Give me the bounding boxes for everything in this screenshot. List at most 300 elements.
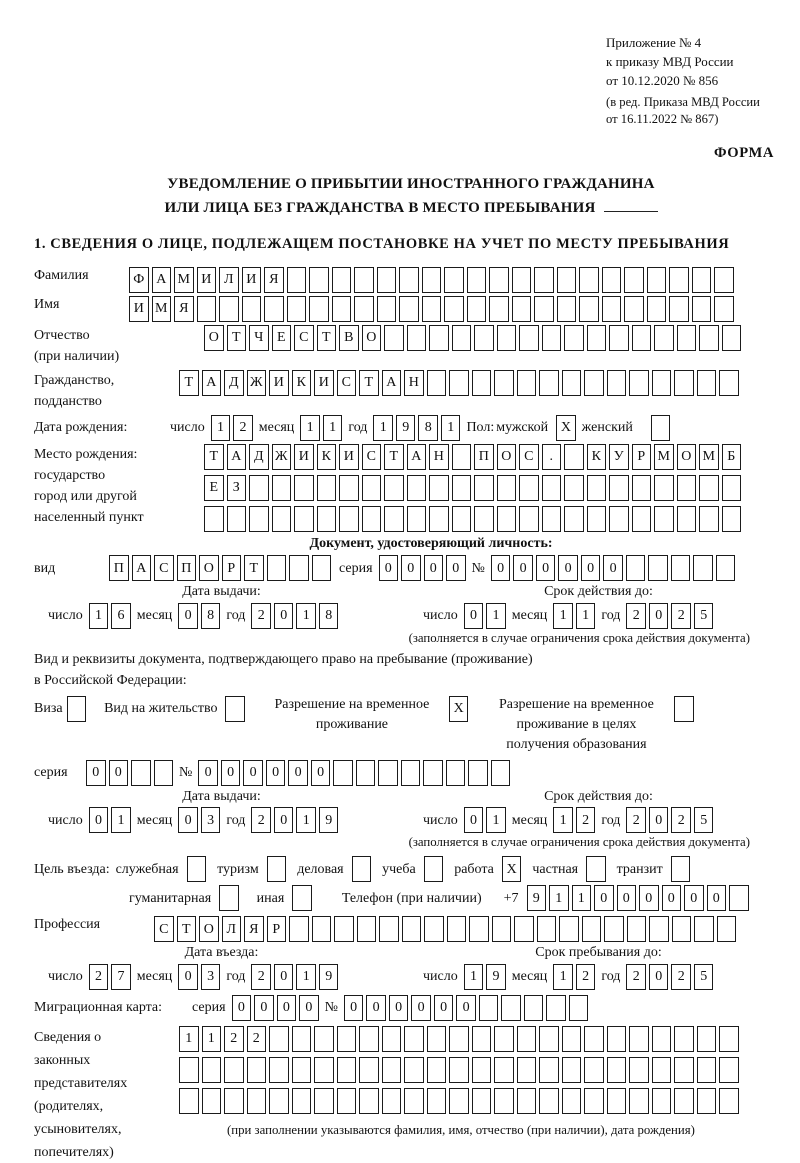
char-box[interactable]: 1 xyxy=(441,415,461,441)
char-box[interactable]: П xyxy=(177,555,197,581)
char-box[interactable] xyxy=(632,506,652,532)
char-box[interactable] xyxy=(729,885,749,911)
char-box[interactable] xyxy=(312,916,332,942)
char-box[interactable] xyxy=(517,370,537,396)
char-box[interactable]: 1 xyxy=(373,415,393,441)
purpose-private-checkbox[interactable] xyxy=(586,856,606,882)
char-box[interactable] xyxy=(497,475,517,501)
char-box[interactable] xyxy=(539,1026,559,1052)
char-box[interactable] xyxy=(452,475,472,501)
char-box[interactable] xyxy=(652,1088,672,1114)
char-box[interactable] xyxy=(467,296,487,322)
char-box[interactable]: 2 xyxy=(89,964,109,990)
char-box[interactable]: В xyxy=(339,325,359,351)
char-box[interactable] xyxy=(626,555,646,581)
char-box[interactable]: А xyxy=(227,444,247,470)
char-box[interactable] xyxy=(227,506,247,532)
char-box[interactable] xyxy=(587,325,607,351)
char-box[interactable] xyxy=(472,1088,492,1114)
char-box[interactable]: 0 xyxy=(232,995,252,1021)
char-box[interactable]: 0 xyxy=(456,995,476,1021)
char-box[interactable] xyxy=(586,856,606,882)
permit-issue-month[interactable] xyxy=(178,807,220,833)
char-box[interactable] xyxy=(444,296,464,322)
char-box[interactable] xyxy=(449,370,469,396)
char-box[interactable]: Р xyxy=(632,444,652,470)
char-box[interactable]: Б xyxy=(722,444,742,470)
char-box[interactable] xyxy=(399,296,419,322)
char-box[interactable] xyxy=(444,267,464,293)
char-box[interactable] xyxy=(422,296,442,322)
char-box[interactable] xyxy=(651,415,671,441)
char-box[interactable] xyxy=(669,296,689,322)
char-box[interactable] xyxy=(179,1057,199,1083)
char-box[interactable]: И xyxy=(197,267,217,293)
char-box[interactable] xyxy=(317,506,337,532)
char-box[interactable] xyxy=(539,1057,559,1083)
char-box[interactable] xyxy=(333,760,353,786)
char-box[interactable] xyxy=(537,916,557,942)
purpose-tourism-checkbox[interactable] xyxy=(267,856,287,882)
char-box[interactable] xyxy=(382,1057,402,1083)
char-box[interactable]: 9 xyxy=(527,885,547,911)
stay-year[interactable] xyxy=(626,964,713,990)
char-box[interactable] xyxy=(629,370,649,396)
doc-issue-month[interactable] xyxy=(178,603,220,629)
char-box[interactable]: 9 xyxy=(486,964,506,990)
char-box[interactable] xyxy=(427,1088,447,1114)
char-box[interactable] xyxy=(249,475,269,501)
char-box[interactable] xyxy=(354,296,374,322)
char-box[interactable] xyxy=(719,1088,739,1114)
char-box[interactable] xyxy=(314,1026,334,1052)
male-checkbox[interactable] xyxy=(556,415,576,441)
char-box[interactable]: 0 xyxy=(446,555,466,581)
mc-number-boxes[interactable] xyxy=(344,995,589,1021)
char-box[interactable]: 0 xyxy=(434,995,454,1021)
char-box[interactable] xyxy=(579,296,599,322)
char-box[interactable] xyxy=(494,370,514,396)
char-box[interactable] xyxy=(557,296,577,322)
char-box[interactable] xyxy=(722,325,742,351)
char-box[interactable]: 1 xyxy=(549,885,569,911)
char-box[interactable] xyxy=(671,856,691,882)
purpose-business-checkbox[interactable] xyxy=(352,856,372,882)
char-box[interactable] xyxy=(604,916,624,942)
char-box[interactable]: Р xyxy=(267,916,287,942)
char-box[interactable] xyxy=(352,856,372,882)
char-box[interactable] xyxy=(332,267,352,293)
char-box[interactable] xyxy=(269,1088,289,1114)
char-box[interactable] xyxy=(494,1088,514,1114)
char-box[interactable] xyxy=(602,296,622,322)
char-box[interactable]: И xyxy=(129,296,149,322)
char-box[interactable] xyxy=(652,370,672,396)
permit-series-boxes[interactable] xyxy=(86,760,173,786)
char-box[interactable] xyxy=(584,1057,604,1083)
char-box[interactable] xyxy=(674,1026,694,1052)
char-box[interactable]: 0 xyxy=(366,995,386,1021)
char-box[interactable] xyxy=(402,916,422,942)
char-box[interactable]: 0 xyxy=(254,995,274,1021)
char-box[interactable] xyxy=(449,1088,469,1114)
char-box[interactable]: О xyxy=(497,444,517,470)
char-box[interactable] xyxy=(359,1057,379,1083)
char-box[interactable]: И xyxy=(242,267,262,293)
permit-issue-day[interactable] xyxy=(89,807,131,833)
char-box[interactable] xyxy=(539,370,559,396)
doc-valid-year[interactable] xyxy=(626,603,713,629)
char-box[interactable]: С xyxy=(154,916,174,942)
char-box[interactable] xyxy=(671,555,691,581)
char-box[interactable] xyxy=(632,475,652,501)
char-box[interactable]: 0 xyxy=(178,603,198,629)
char-box[interactable] xyxy=(629,1057,649,1083)
char-box[interactable] xyxy=(272,506,292,532)
char-box[interactable] xyxy=(362,506,382,532)
char-box[interactable] xyxy=(379,916,399,942)
char-box[interactable] xyxy=(332,296,352,322)
char-box[interactable]: 1 xyxy=(202,1026,222,1052)
char-box[interactable]: 0 xyxy=(266,760,286,786)
purpose-humanitarian-checkbox[interactable] xyxy=(219,885,239,911)
char-box[interactable] xyxy=(337,1088,357,1114)
char-box[interactable] xyxy=(407,475,427,501)
char-box[interactable] xyxy=(404,1057,424,1083)
char-box[interactable]: 1 xyxy=(211,415,231,441)
char-box[interactable]: А xyxy=(152,267,172,293)
char-box[interactable]: 1 xyxy=(296,603,316,629)
char-box[interactable] xyxy=(407,506,427,532)
char-box[interactable]: Ж xyxy=(272,444,292,470)
char-box[interactable] xyxy=(517,1088,537,1114)
char-box[interactable] xyxy=(607,1088,627,1114)
char-box[interactable] xyxy=(429,325,449,351)
char-box[interactable]: 0 xyxy=(274,603,294,629)
char-box[interactable] xyxy=(674,696,694,722)
char-box[interactable] xyxy=(512,296,532,322)
char-box[interactable]: 1 xyxy=(296,964,316,990)
char-box[interactable] xyxy=(356,760,376,786)
char-box[interactable] xyxy=(699,325,719,351)
char-box[interactable] xyxy=(378,760,398,786)
char-box[interactable]: К xyxy=(317,444,337,470)
char-box[interactable] xyxy=(579,267,599,293)
char-box[interactable]: О xyxy=(677,444,697,470)
doc-series-boxes[interactable] xyxy=(379,555,466,581)
char-box[interactable] xyxy=(557,267,577,293)
char-box[interactable]: 0 xyxy=(178,964,198,990)
char-box[interactable] xyxy=(491,760,511,786)
char-box[interactable]: К xyxy=(292,370,312,396)
char-box[interactable] xyxy=(197,296,217,322)
char-box[interactable]: 0 xyxy=(662,885,682,911)
char-box[interactable]: 0 xyxy=(639,885,659,911)
char-box[interactable]: 1 xyxy=(300,415,320,441)
char-box[interactable]: 0 xyxy=(558,555,578,581)
char-box[interactable]: 1 xyxy=(89,603,109,629)
char-box[interactable] xyxy=(674,370,694,396)
char-box[interactable] xyxy=(309,296,329,322)
char-box[interactable]: О xyxy=(204,325,224,351)
char-box[interactable] xyxy=(559,916,579,942)
char-box[interactable] xyxy=(407,325,427,351)
char-box[interactable] xyxy=(429,475,449,501)
char-box[interactable]: 0 xyxy=(277,995,297,1021)
phone-boxes[interactable] xyxy=(527,885,749,911)
char-box[interactable]: 2 xyxy=(626,964,646,990)
char-box[interactable] xyxy=(287,267,307,293)
char-box[interactable] xyxy=(674,1057,694,1083)
char-box[interactable]: 0 xyxy=(198,760,218,786)
char-box[interactable]: С xyxy=(294,325,314,351)
char-box[interactable] xyxy=(654,475,674,501)
char-box[interactable] xyxy=(677,325,697,351)
char-box[interactable]: М xyxy=(654,444,674,470)
char-box[interactable] xyxy=(247,1088,267,1114)
char-box[interactable]: И xyxy=(269,370,289,396)
char-box[interactable] xyxy=(602,267,622,293)
char-box[interactable] xyxy=(131,760,151,786)
char-box[interactable] xyxy=(447,916,467,942)
entry-day[interactable] xyxy=(89,964,131,990)
char-box[interactable]: С xyxy=(362,444,382,470)
char-box[interactable] xyxy=(697,1026,717,1052)
char-box[interactable]: И xyxy=(339,444,359,470)
char-box[interactable] xyxy=(607,1057,627,1083)
char-box[interactable] xyxy=(449,1026,469,1052)
char-box[interactable] xyxy=(292,1057,312,1083)
char-box[interactable]: 0 xyxy=(513,555,533,581)
char-box[interactable]: А xyxy=(132,555,152,581)
profession-boxes[interactable] xyxy=(154,916,736,942)
char-box[interactable] xyxy=(384,325,404,351)
char-box[interactable]: 0 xyxy=(411,995,431,1021)
birth-place-row1[interactable] xyxy=(204,444,741,470)
char-box[interactable]: 3 xyxy=(201,807,221,833)
char-box[interactable] xyxy=(674,1088,694,1114)
char-box[interactable] xyxy=(474,506,494,532)
char-box[interactable] xyxy=(519,475,539,501)
char-box[interactable] xyxy=(569,995,589,1021)
char-box[interactable]: 0 xyxy=(649,964,669,990)
char-box[interactable]: 0 xyxy=(536,555,556,581)
char-box[interactable] xyxy=(562,1088,582,1114)
char-box[interactable]: М xyxy=(699,444,719,470)
char-box[interactable] xyxy=(654,325,674,351)
char-box[interactable]: Н xyxy=(404,370,424,396)
char-box[interactable]: О xyxy=(362,325,382,351)
char-box[interactable] xyxy=(362,475,382,501)
char-box[interactable] xyxy=(714,267,734,293)
purpose-work-checkbox[interactable] xyxy=(502,856,522,882)
char-box[interactable] xyxy=(429,506,449,532)
char-box[interactable]: 0 xyxy=(86,760,106,786)
char-box[interactable]: 0 xyxy=(464,603,484,629)
char-box[interactable] xyxy=(401,760,421,786)
char-box[interactable] xyxy=(449,1057,469,1083)
char-box[interactable] xyxy=(452,444,472,470)
char-box[interactable]: 1 xyxy=(486,603,506,629)
char-box[interactable] xyxy=(404,1088,424,1114)
char-box[interactable] xyxy=(309,267,329,293)
char-box[interactable] xyxy=(272,475,292,501)
char-box[interactable] xyxy=(693,555,713,581)
purpose-transit-checkbox[interactable] xyxy=(671,856,691,882)
doc-type-boxes[interactable] xyxy=(109,555,331,581)
char-box[interactable] xyxy=(225,696,245,722)
char-box[interactable]: П xyxy=(474,444,494,470)
char-box[interactable] xyxy=(427,370,447,396)
char-box[interactable]: С xyxy=(154,555,174,581)
entry-year[interactable] xyxy=(251,964,338,990)
char-box[interactable]: 9 xyxy=(319,807,339,833)
char-box[interactable] xyxy=(584,1088,604,1114)
char-box[interactable]: 2 xyxy=(233,415,253,441)
doc-valid-day[interactable] xyxy=(464,603,506,629)
char-box[interactable] xyxy=(492,916,512,942)
char-box[interactable] xyxy=(624,296,644,322)
char-box[interactable] xyxy=(359,1026,379,1052)
char-box[interactable]: 0 xyxy=(344,995,364,1021)
mc-series-boxes[interactable] xyxy=(232,995,319,1021)
char-box[interactable] xyxy=(697,1057,717,1083)
char-box[interactable] xyxy=(494,1026,514,1052)
char-box[interactable] xyxy=(546,995,566,1021)
char-box[interactable] xyxy=(587,506,607,532)
char-box[interactable]: 0 xyxy=(649,603,669,629)
char-box[interactable] xyxy=(497,506,517,532)
permit-issue-year[interactable] xyxy=(251,807,338,833)
char-box[interactable] xyxy=(422,267,442,293)
char-box[interactable] xyxy=(519,325,539,351)
char-box[interactable] xyxy=(672,916,692,942)
char-box[interactable] xyxy=(204,506,224,532)
char-box[interactable] xyxy=(202,1088,222,1114)
char-box[interactable]: 5 xyxy=(694,964,714,990)
char-box[interactable]: Я xyxy=(174,296,194,322)
char-box[interactable] xyxy=(427,1057,447,1083)
char-box[interactable] xyxy=(219,296,239,322)
char-box[interactable]: 8 xyxy=(418,415,438,441)
char-box[interactable] xyxy=(337,1026,357,1052)
char-box[interactable] xyxy=(719,1057,739,1083)
char-box[interactable] xyxy=(423,760,443,786)
char-box[interactable] xyxy=(609,325,629,351)
char-box[interactable] xyxy=(629,1026,649,1052)
char-box[interactable] xyxy=(542,325,562,351)
char-box[interactable]: 0 xyxy=(401,555,421,581)
char-box[interactable] xyxy=(562,1026,582,1052)
char-box[interactable] xyxy=(339,506,359,532)
char-box[interactable]: 0 xyxy=(491,555,511,581)
birth-day-boxes[interactable] xyxy=(211,415,253,441)
char-box[interactable]: 1 xyxy=(179,1026,199,1052)
char-box[interactable]: 1 xyxy=(323,415,343,441)
char-box[interactable]: 0 xyxy=(464,807,484,833)
char-box[interactable]: 0 xyxy=(221,760,241,786)
char-box[interactable] xyxy=(294,506,314,532)
char-box[interactable] xyxy=(647,267,667,293)
birth-year-boxes[interactable] xyxy=(373,415,460,441)
char-box[interactable] xyxy=(564,506,584,532)
char-box[interactable] xyxy=(249,506,269,532)
char-box[interactable] xyxy=(534,267,554,293)
char-box[interactable] xyxy=(627,916,647,942)
char-box[interactable]: Т xyxy=(227,325,247,351)
doc-valid-month[interactable] xyxy=(553,603,595,629)
char-box[interactable]: 0 xyxy=(89,807,109,833)
char-box[interactable]: М xyxy=(174,267,194,293)
char-box[interactable]: 0 xyxy=(617,885,637,911)
char-box[interactable]: 0 xyxy=(109,760,129,786)
char-box[interactable]: 3 xyxy=(201,964,221,990)
char-box[interactable] xyxy=(202,1057,222,1083)
purpose-study-checkbox[interactable] xyxy=(424,856,444,882)
char-box[interactable] xyxy=(187,856,207,882)
char-box[interactable]: Т xyxy=(204,444,224,470)
char-box[interactable] xyxy=(334,916,354,942)
char-box[interactable] xyxy=(587,475,607,501)
char-box[interactable] xyxy=(607,370,627,396)
char-box[interactable] xyxy=(609,506,629,532)
char-box[interactable]: 8 xyxy=(319,603,339,629)
char-box[interactable] xyxy=(292,1026,312,1052)
char-box[interactable] xyxy=(339,475,359,501)
char-box[interactable] xyxy=(697,1088,717,1114)
char-box[interactable] xyxy=(519,506,539,532)
char-box[interactable] xyxy=(472,370,492,396)
char-box[interactable] xyxy=(292,1088,312,1114)
char-box[interactable]: Ч xyxy=(249,325,269,351)
char-box[interactable] xyxy=(514,916,534,942)
title-blank-line[interactable] xyxy=(604,198,658,212)
char-box[interactable]: Ж xyxy=(247,370,267,396)
char-box[interactable]: 0 xyxy=(299,995,319,1021)
char-box[interactable]: 2 xyxy=(671,603,691,629)
char-box[interactable] xyxy=(337,1057,357,1083)
char-box[interactable]: Т xyxy=(244,555,264,581)
char-box[interactable]: С xyxy=(337,370,357,396)
char-box[interactable] xyxy=(317,475,337,501)
char-box[interactable]: 0 xyxy=(274,807,294,833)
char-box[interactable] xyxy=(669,267,689,293)
legal-reps-row3[interactable] xyxy=(179,1088,739,1114)
surname-boxes[interactable] xyxy=(129,267,734,293)
char-box[interactable]: А xyxy=(202,370,222,396)
char-box[interactable]: 0 xyxy=(684,885,704,911)
char-box[interactable]: 2 xyxy=(247,1026,267,1052)
char-box[interactable] xyxy=(179,1088,199,1114)
char-box[interactable] xyxy=(699,475,719,501)
char-box[interactable] xyxy=(584,1026,604,1052)
char-box[interactable] xyxy=(719,370,739,396)
purpose-other-checkbox[interactable] xyxy=(292,885,312,911)
char-box[interactable]: Я xyxy=(244,916,264,942)
temp-permit-checkbox[interactable] xyxy=(449,696,469,722)
char-box[interactable] xyxy=(489,296,509,322)
char-box[interactable] xyxy=(629,1088,649,1114)
char-box[interactable] xyxy=(359,1088,379,1114)
char-box[interactable]: 0 xyxy=(581,555,601,581)
char-box[interactable]: У xyxy=(609,444,629,470)
char-box[interactable]: Т xyxy=(177,916,197,942)
char-box[interactable]: Я xyxy=(264,267,284,293)
char-box[interactable] xyxy=(692,296,712,322)
char-box[interactable]: 6 xyxy=(111,603,131,629)
char-box[interactable]: 0 xyxy=(594,885,614,911)
char-box[interactable] xyxy=(377,267,397,293)
